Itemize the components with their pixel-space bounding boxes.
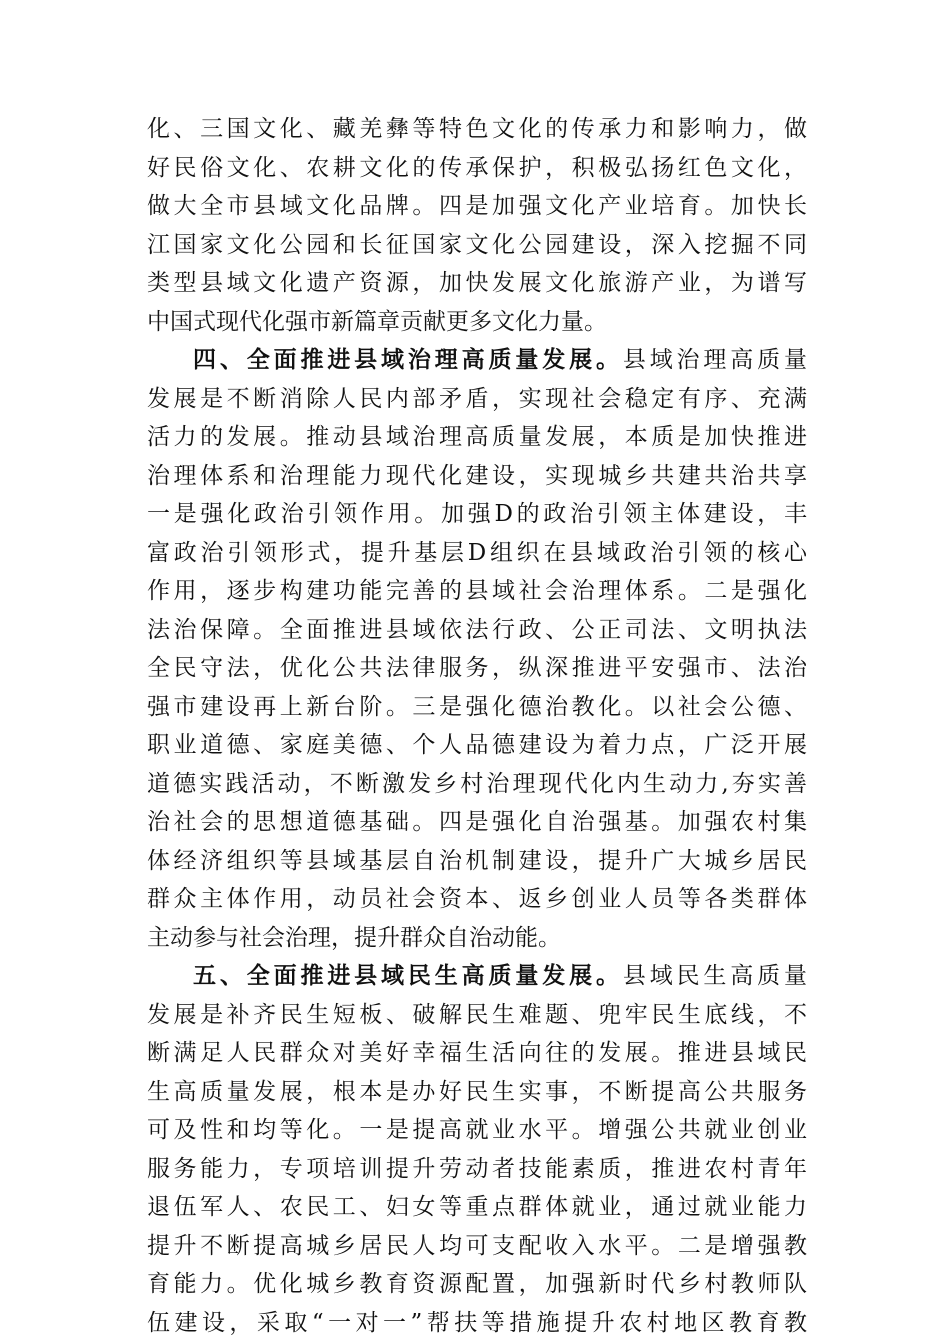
text-line: 退伍军人、农民工、妇女等重点群体就业，通过就业能力	[147, 1194, 807, 1220]
text-line: 发展是不断消除人民内部矛盾，实现社会稳定有序、充满	[147, 385, 807, 412]
body-text	[147, 110, 807, 1342]
text-line: 服务能力，专项培训提升劳动者技能素质，推进农村青年	[147, 1155, 807, 1182]
section-5-heading: 五、全面推进县域民生高质量发展。	[193, 962, 623, 989]
section-4-first-line	[147, 341, 807, 380]
text-line: 强市建设再上新台阶。三是强化德治教化。以社会公德、	[147, 693, 807, 720]
text-line: 可及性和均等化。一是提高就业水平。增强公共就业创业	[147, 1117, 807, 1143]
text-line: 作用，逐步构建功能完善的县域社会治理体系。二是强化	[147, 578, 807, 604]
text-line: 群众主体作用，动员社会资本、返乡创业人员等各类群体	[147, 886, 807, 912]
text-line: 活力的发展。推动县域治理高质量发展，本质是加快推进	[147, 424, 807, 450]
text-line: 伍建设，采取“一对一”帮扶等措施提升农村地区教育教	[147, 1309, 807, 1336]
section-4-heading: 四、全面推进县域治理高质量发展。	[193, 346, 623, 373]
text-line: 道德实践活动，不断激发乡村治理现代化内生动力,夯实善	[147, 770, 807, 797]
text-line: 发展是补齐民生短板、破解民生难题、兜牢民生底线，不	[147, 1001, 807, 1028]
section-5-first-line	[147, 957, 807, 996]
text-line: 好民俗文化、农耕文化的传承保护，积极弘扬红色文化，	[147, 154, 807, 181]
text-line: 治社会的思想道德基础。四是强化自治强基。加强农村集	[147, 809, 807, 835]
text-line: 江国家文化公园和长征国家文化公园建设，深入挖掘不同	[147, 231, 807, 258]
section-5-first-line-text: 县域民生高质量	[622, 963, 807, 989]
text-line: 主动参与社会治理，提升群众自治动能。	[147, 924, 561, 951]
text-line: 一是强化政治引领作用。加强D的政治引领主体建设，丰	[147, 501, 807, 527]
text-line: 职业道德、家庭美德、个人品德建设为着力点，广泛开展	[147, 732, 807, 758]
text-line: 育能力。优化城乡教育资源配置，加强新时代乡村教师队	[147, 1271, 807, 1297]
text-line: 中国式现代化强市新篇章贡献更多文化力量。	[147, 308, 607, 335]
text-line: 提升不断提高城乡居民人均可支配收入水平。二是增强教	[147, 1232, 807, 1259]
text-line: 法治保障。全面推进县域依法行政、公正司法、文明执法	[147, 616, 807, 643]
text-line: 断满足人民群众对美好幸福生活向往的发展。推进县域民	[147, 1040, 807, 1066]
text-line: 类型县域文化遗产资源，加快发展文化旅游产业，为谱写	[147, 270, 807, 296]
section-4-first-line-text: 县域治理高质量	[622, 347, 807, 373]
text-line: 全民守法，优化公共法律服务，纵深推进平安强市、法治	[147, 655, 807, 681]
text-line: 治理体系和治理能力现代化建设，实现城乡共建共治共享	[147, 462, 807, 489]
text-line: 富政治引领形式，提升基层D组织在县域政治引领的核心	[147, 539, 807, 566]
text-line: 做大全市县域文化品牌。四是加强文化产业培育。加快长	[147, 193, 807, 219]
text-line: 体经济组织等县域基层自治机制建设，提升广大城乡居民	[147, 847, 807, 874]
text-line: 生高质量发展，根本是办好民生实事，不断提高公共服务	[147, 1078, 807, 1105]
text-line: 化、三国文化、藏羌彝等特色文化的传承力和影响力，做	[147, 116, 807, 142]
